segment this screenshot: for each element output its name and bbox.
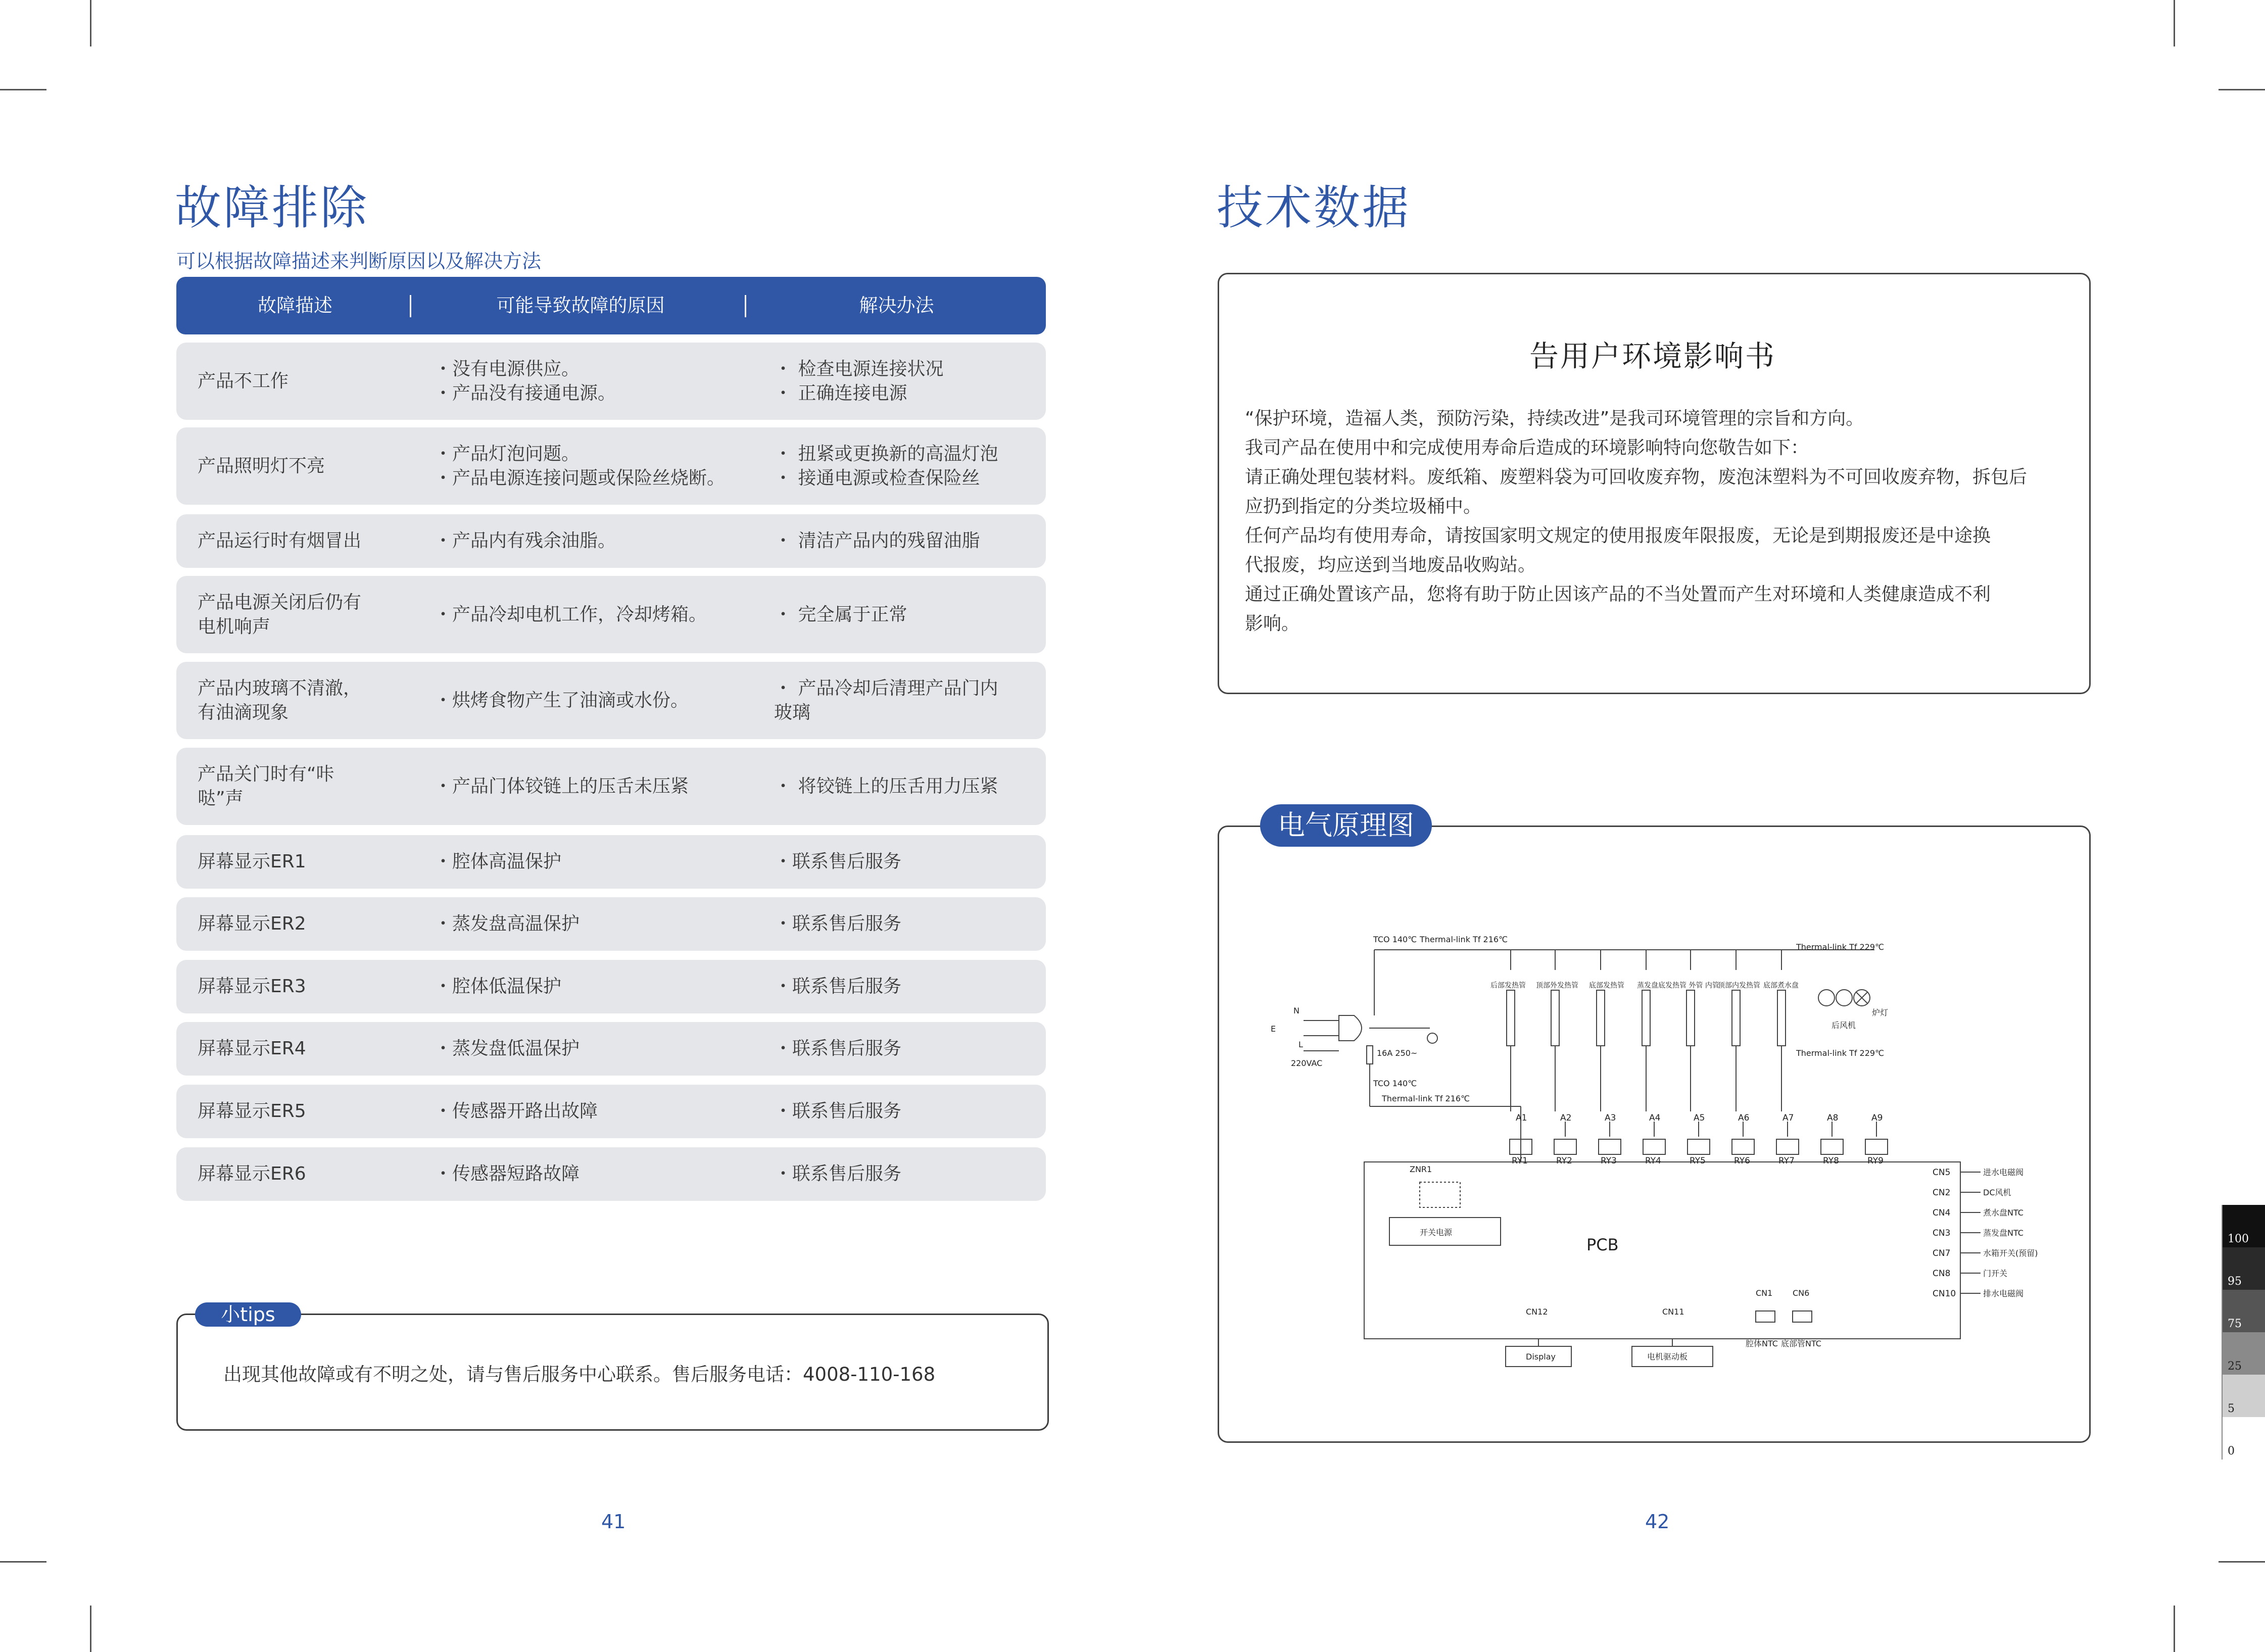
connector-label: CN7 [1933, 1248, 1951, 1258]
fuse-label: 16A 250~ [1377, 1048, 1418, 1058]
fault-cause [434, 748, 767, 825]
environment-notice-line: 影响。 [1245, 613, 1300, 634]
fault-description-line: 屏幕显示ER3 [198, 976, 306, 997]
thermal-right-mid-label: Thermal-link Tf 229℃ [1796, 1048, 1885, 1058]
fault-solution [774, 748, 1037, 825]
fault-cause-line: ・产品门体铰链上的压舌未压紧 [434, 775, 689, 797]
relay-label: RY7 [1778, 1156, 1795, 1166]
fault-solution-line: ・联系售后服务 [774, 851, 902, 872]
fault-cause [434, 1085, 767, 1138]
fault-solution-line: ・联系售后服务 [774, 1038, 902, 1059]
heater-label: 蒸发盘底发热管 外管 内管 [1637, 982, 1719, 990]
header-desc: 故障描述 [258, 295, 332, 316]
fault-solution [774, 662, 1037, 739]
line-n: N [1293, 1006, 1299, 1015]
relay-contact-label: A8 [1827, 1113, 1839, 1123]
connector-label: CN3 [1933, 1228, 1951, 1238]
heater-element [1597, 990, 1605, 1046]
heater-label: 底部发热管 [1589, 982, 1624, 990]
fault-description-line: 有油滴现象 [198, 702, 289, 723]
table-row [176, 662, 1046, 739]
fault-cause-line: ・传感器开路出故障 [434, 1101, 598, 1122]
cn11-label: CN11 [1662, 1307, 1684, 1317]
table-row [176, 576, 1046, 653]
fault-cause-line: ・没有电源供应。 [434, 358, 580, 379]
heater-element [1777, 990, 1786, 1046]
environment-notice-line: “保护环境，造福人类，预防污染，持续改进”是我司环境管理的宗旨和方向。 [1245, 408, 1864, 429]
fault-cause-line: ・传感器短路故障 [434, 1163, 580, 1184]
fault-cause [434, 897, 767, 951]
color-swatch-label: 75 [2228, 1318, 2242, 1330]
color-swatch [2222, 1332, 2265, 1375]
fault-description [198, 1022, 410, 1076]
fault-cause-line: ・蒸发盘低温保护 [434, 1038, 580, 1059]
environment-notice-line: 任何产品均有使用寿命，请按国家明文规定的使用报废年限报废，无论是到期报废还是中途换 [1245, 525, 1991, 546]
pcb-label: PCB [1586, 1235, 1619, 1254]
fault-description [198, 960, 410, 1013]
table-row [176, 1022, 1046, 1076]
table-row [176, 1147, 1046, 1201]
connector-function-label: DC风机 [1983, 1188, 2011, 1197]
fault-solution-line: ・ 完全属于正常 [774, 604, 907, 625]
color-swatch-label: 100 [2228, 1233, 2249, 1245]
fault-solution [774, 427, 1037, 505]
header-divider [745, 295, 746, 317]
connector-label: CN4 [1933, 1208, 1951, 1218]
page-title: 故障排除 [175, 181, 369, 235]
line-voltage: 220VAC [1291, 1058, 1323, 1068]
fault-cause-line: ・产品没有接通电源。 [434, 382, 616, 404]
fault-description-line: 产品电源关闭后仍有 [198, 592, 362, 613]
color-swatch [2222, 1375, 2265, 1417]
fault-solution [774, 1022, 1037, 1076]
fault-description-line: 屏幕显示ER4 [198, 1038, 306, 1059]
relay-contact-label: A2 [1560, 1113, 1572, 1123]
fault-description-line: 产品运行时有烟冒出 [198, 530, 362, 551]
power-supply-label: 开关电源 [1420, 1228, 1453, 1237]
fault-description [198, 835, 410, 889]
table-row [176, 835, 1046, 889]
fault-solution-line: ・ 扭紧或更换新的高温灯泡 [774, 443, 998, 464]
relay-contact-label: A7 [1782, 1113, 1794, 1123]
tips-text: 出现其他故障或有不明之处，请与售后服务中心联系。售后服务电话：4008-110-168 [223, 1364, 936, 1385]
relay-contact-label: A5 [1694, 1113, 1705, 1123]
fault-description-line: 产品不工作 [198, 370, 289, 392]
fault-description-line: 产品关门时有“咔 [198, 763, 334, 785]
relay-coil [1554, 1139, 1576, 1154]
fault-cause [434, 662, 767, 739]
environment-notice-line: 应扔到指定的分类垃圾桶中。 [1245, 496, 1482, 517]
fault-description-line: 屏幕显示ER2 [198, 913, 306, 934]
table-row [176, 427, 1046, 505]
heater-element [1642, 990, 1650, 1046]
fault-solution [774, 343, 1037, 420]
fault-solution-line: ・联系售后服务 [774, 976, 902, 997]
color-swatch-label: 5 [2228, 1402, 2235, 1415]
relay-label: RY3 [1601, 1156, 1617, 1166]
heater-label: 顶部内发热管 [1718, 982, 1760, 990]
crop-mark [2219, 1561, 2265, 1563]
crop-mark [90, 0, 91, 46]
display-label: Display [1526, 1352, 1556, 1362]
fault-cause [434, 1147, 767, 1201]
relay-coil [1865, 1139, 1888, 1154]
fault-cause-line: ・腔体高温保护 [434, 851, 562, 872]
fault-solution-line: ・ 将铰链上的压舌用力压紧 [774, 775, 998, 797]
page-number-left: 41 [601, 1511, 626, 1533]
relay-coil [1821, 1139, 1843, 1154]
cn1-label: CN1 [1756, 1288, 1773, 1298]
relay-coil [1776, 1139, 1799, 1154]
header-cause: 可能导致故障的原因 [496, 295, 665, 316]
line-l: L [1298, 1040, 1303, 1049]
fault-description-line: 产品内玻璃不清澈， [198, 677, 362, 699]
fault-description [198, 1085, 410, 1138]
relay-label: RY5 [1690, 1156, 1706, 1166]
diagram-title: 电气原理图 [1260, 804, 1432, 847]
relay-label: RY9 [1867, 1156, 1884, 1166]
environment-notice-line: 我司产品在使用中和完成使用寿命后造成的环境影响特向您敬告如下： [1245, 438, 1809, 458]
connector-label: CN2 [1933, 1188, 1951, 1198]
relay-label: RY1 [1512, 1156, 1528, 1166]
fault-cause-line: ・腔体低温保护 [434, 976, 562, 997]
ntc-cavity-label: 腔体NTC [1746, 1339, 1778, 1348]
heater-label: 底部煮水盘 [1763, 982, 1799, 990]
fault-description-line: 电机响声 [198, 616, 271, 637]
line-e: E [1271, 1024, 1276, 1034]
fault-solution-line: ・联系售后服务 [774, 1101, 902, 1122]
cn6-label: CN6 [1793, 1288, 1810, 1298]
relay-label: RY2 [1556, 1156, 1572, 1166]
fault-cause [434, 343, 767, 420]
environment-notice-line: 代报废，均应送到当地废品收购站。 [1245, 555, 1536, 575]
fault-cause [434, 427, 767, 505]
ntc-bottom-label: 底部管NTC [1781, 1339, 1821, 1348]
fault-cause-line: ・产品灯泡问题。 [434, 443, 580, 464]
relay-coil [1732, 1139, 1754, 1154]
color-swatch [2222, 1290, 2265, 1332]
environment-notice-line: 通过正确处置该产品，您将有助于防止因该产品的不当处置而产生对环境和人类健康造成不利 [1245, 584, 1991, 605]
color-swatch-label: 0 [2228, 1445, 2235, 1457]
fault-cause-line: ・产品冷却电机工作，冷却烤箱。 [434, 604, 707, 625]
connector-label: CN8 [1933, 1269, 1951, 1279]
fault-solution [774, 1085, 1037, 1138]
fault-description [198, 748, 410, 825]
thermal-right-top-label: Thermal-link Tf 229℃ [1796, 942, 1885, 952]
motor-board-label: 电机驱动板 [1647, 1352, 1688, 1362]
fault-solution-line: ・ 检查电源连接状况 [774, 358, 944, 379]
table-row [176, 897, 1046, 951]
fault-cause-line: ・蒸发盘高温保护 [434, 913, 580, 934]
tco-bottom-label: TCO 140℃ [1373, 1079, 1417, 1088]
lamp-label: 炉灯 [1872, 1008, 1889, 1017]
fault-description-line: 哒”声 [198, 788, 244, 809]
relay-contact-label: A9 [1871, 1113, 1883, 1123]
table-row [176, 748, 1046, 825]
connector-function-label: 进水电磁阀 [1983, 1168, 2024, 1177]
page-number-right: 42 [1645, 1511, 1670, 1533]
fault-description [198, 897, 410, 951]
fault-solution [774, 835, 1037, 889]
fault-description [198, 576, 410, 653]
fault-description [198, 427, 410, 505]
tips-badge: 小tips [195, 1302, 301, 1327]
fault-solution [774, 960, 1037, 1013]
relay-contact-label: A4 [1649, 1113, 1661, 1123]
fault-solution-line: ・ 正确连接电源 [774, 382, 907, 404]
relay-label: RY4 [1645, 1156, 1661, 1166]
fault-solution [774, 897, 1037, 951]
connector-function-label: 门开关 [1983, 1269, 2008, 1278]
header-fix: 解决办法 [859, 295, 934, 316]
connector-function-label: 蒸发盘NTC [1983, 1228, 2023, 1238]
connector-function-label: 煮水盘NTC [1983, 1208, 2023, 1218]
crop-mark [2174, 1606, 2175, 1652]
fault-description [198, 343, 410, 420]
table-header [176, 277, 1046, 334]
crop-mark [2174, 0, 2175, 46]
color-swatch-label: 25 [2228, 1360, 2242, 1373]
table-row [176, 514, 1046, 568]
color-swatch-label: 95 [2228, 1275, 2242, 1288]
heater-element [1507, 990, 1515, 1046]
heater-element [1686, 990, 1695, 1046]
fault-description-line: 产品照明灯不亮 [198, 455, 325, 476]
znr-label: ZNR1 [1410, 1164, 1432, 1174]
crop-mark [2219, 89, 2265, 90]
thermal-top-label: Thermal-link Tf 216℃ [1420, 935, 1508, 944]
relay-coil [1643, 1139, 1665, 1154]
fault-description-line: 屏幕显示ER1 [198, 851, 306, 872]
color-swatch [2222, 1417, 2265, 1460]
crop-mark [0, 89, 46, 90]
table-row [176, 960, 1046, 1013]
relay-contact-label: A3 [1605, 1113, 1616, 1123]
fault-solution-line: ・ 接通电源或检查保险丝 [774, 467, 980, 489]
table-row [176, 343, 1046, 420]
heater-element [1551, 990, 1559, 1046]
fault-solution-line: 玻璃 [774, 702, 811, 723]
crop-mark [0, 1561, 46, 1563]
fault-description [198, 514, 410, 568]
relay-contact-label: A1 [1516, 1113, 1527, 1123]
relay-label: RY6 [1734, 1156, 1750, 1166]
fault-solution [774, 576, 1037, 653]
fault-cause [434, 960, 767, 1013]
relay-coil [1599, 1139, 1621, 1154]
thermal-bottom-label: Thermal-link Tf 216℃ [1382, 1094, 1470, 1103]
fault-solution-line: ・联系售后服务 [774, 913, 902, 934]
fault-description [198, 662, 410, 739]
fault-cause-line: ・产品内有残余油脂。 [434, 530, 616, 551]
fault-cause [434, 514, 767, 568]
cn12-label: CN12 [1526, 1307, 1548, 1317]
electrical-schematic [1253, 919, 2061, 1374]
fault-solution [774, 514, 1037, 568]
environment-notice-line: 请正确处理包装材料。废纸箱、废塑料袋为可回收废弃物，废泡沫塑料为不可回收废弃物，拆包后 [1245, 467, 2028, 488]
page-title-right: 技术数据 [1217, 181, 1411, 235]
environment-notice-title: 告用户环境影响书 [1529, 339, 1776, 373]
fault-cause-line: ・产品电源连接问题或保险丝烧断。 [434, 467, 726, 489]
fault-cause [434, 576, 767, 653]
fault-solution [774, 1147, 1037, 1201]
heater-label: 后部发热管 [1490, 982, 1526, 990]
header-divider [410, 295, 411, 317]
connector-label: CN10 [1933, 1289, 1956, 1299]
fault-cause-line: ・烘烤食物产生了油滴或水份。 [434, 690, 689, 711]
fault-solution-line: ・联系售后服务 [774, 1163, 902, 1184]
fault-solution-line: ・ 产品冷却后清理产品门内 [774, 677, 998, 699]
fault-cause [434, 1022, 767, 1076]
relay-coil [1688, 1139, 1710, 1154]
fault-solution-line: ・ 清洁产品内的残留油脂 [774, 530, 980, 551]
table-row [176, 1085, 1046, 1138]
motor-label: 后风机 [1832, 1021, 1856, 1030]
tco-top-label: TCO 140℃ [1373, 935, 1417, 944]
connector-function-label: 排水电磁阀 [1983, 1289, 2024, 1298]
crop-mark [90, 1606, 91, 1652]
relay-contact-label: A6 [1738, 1113, 1750, 1123]
heater-label: 顶部外发热管 [1536, 982, 1578, 990]
color-swatch [2222, 1205, 2265, 1247]
heater-element [1732, 990, 1740, 1046]
color-swatch [2222, 1247, 2265, 1290]
connector-label: CN5 [1933, 1168, 1951, 1178]
fault-cause [434, 835, 767, 889]
fault-description-line: 屏幕显示ER5 [198, 1101, 306, 1122]
connector-function-label: 水箱开关(预留) [1983, 1248, 2038, 1258]
page-subtitle: 可以根据故障描述来判断原因以及解决方法 [176, 250, 542, 272]
fault-description-line: 屏幕显示ER6 [198, 1163, 306, 1184]
relay-label: RY8 [1823, 1156, 1839, 1166]
fault-description [198, 1147, 410, 1201]
